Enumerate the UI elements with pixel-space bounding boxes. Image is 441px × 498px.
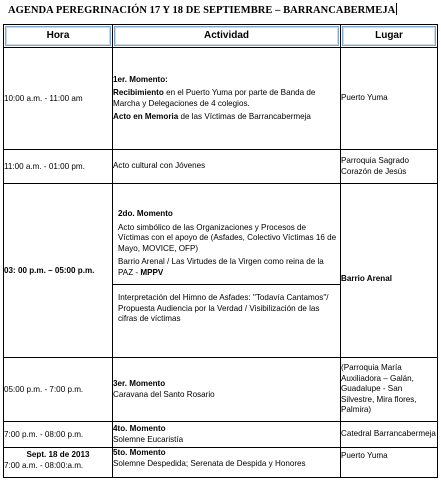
cell-hora: 11:00 a.m. - 01:00 pm. [4,150,113,184]
agenda-table [3,24,438,478]
table-row [4,358,438,422]
table-row [4,422,438,448]
table-row [4,448,438,478]
cell-lugar: Barrio Arenal [341,184,438,358]
text-cursor [396,3,397,15]
table-row [4,150,438,184]
cell-hora: Sept. 18 de 2013 7:00 a.m. - 08:00:a.m. [4,448,113,478]
table-row [4,184,438,358]
table-header-row [4,25,438,48]
header-lugar: Lugar [341,25,438,48]
cell-actividad: 1er. Momento: Recibimiento en el Puerto Yuma por parte de Banda de Marcha y Delegaciones de 4 colegios. Acto en Memoria de las Víctimas de Barrancabermeja [113,48,341,150]
cell-actividad: 3er. Momento Caravana del Santo Rosario [113,358,341,422]
cell-actividad: 4to. Momento Solemne Eucaristía [113,422,341,448]
cell-hora: 10:00 a.m. - 11:00 am [4,48,113,150]
document-title: AGENDA PEREGRINACIÓN 17 Y 18 DE SEPTIEMBRE – BARRANCABERMEJA [8,5,396,16]
cell-lugar: Catedral Barrancabermeja [341,422,438,448]
cell-lugar: (Parroquia María Auxiliadora – Galán, Guadalupe - San Silvestre, Mira flores, Palmira) [341,358,438,422]
cell-hora: 7:00 p.m. - 08:00 p.m. [4,422,113,448]
header-hora: Hora [4,25,113,48]
header-actividad: Actividad [113,25,341,48]
cell-actividad: Acto cultural con Jóvenes [113,150,341,184]
cell-lugar: Puerto Yuma [341,48,438,150]
cell-lugar: Parroquia Sagrado Corazón de Jesús [341,150,438,184]
table-row [4,48,438,150]
cell-hora: 03: 00 p.m. – 05:00 p.m. [4,184,113,358]
cell-lugar: Puerto Yuma [341,448,438,478]
cell-hora: 05:00 p.m. - 7:00 p.m. [4,358,113,422]
cell-actividad: 5to. Momento Solemne Despedida; Serenata de Despida y Honores [113,448,341,478]
cell-actividad: 2do. Momento Acto simbólico de las Organizaciones y Procesos de Víctimas con el apoyo de (Asfades, Colectivo Víctimas 16 de Mayo, MOVICE, OFP) Barrio Arenal / Las Virtudes de la Virgen como reina de la PAZ - MPPV Interpretación del Himno de Asfades: "Todavía Cantamos"/ Propuesta Audiencia por la Verdad / Visibilización de las cifras de víctimas [113,184,341,358]
